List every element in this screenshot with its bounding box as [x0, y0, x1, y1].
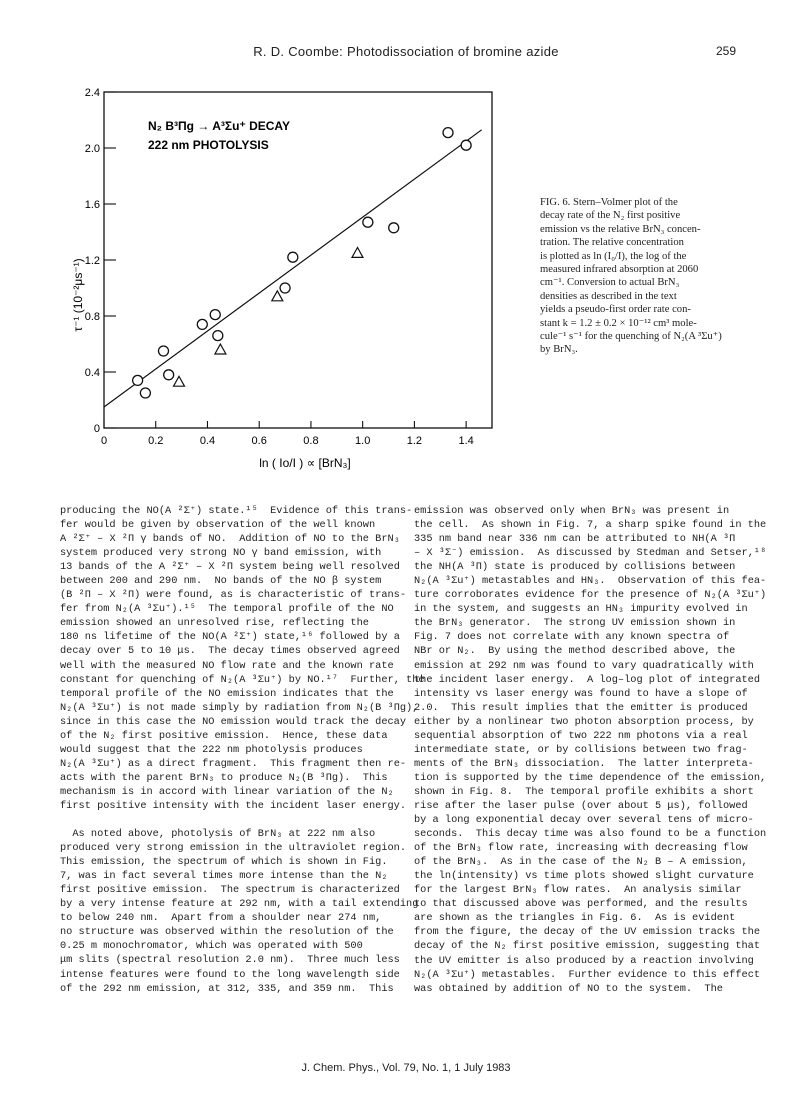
text-line: shown in Fig. 8. The temporal profile exhibits a short	[414, 785, 754, 798]
text-line: rise after the laser pulse (over about 5 μs), followed	[414, 799, 748, 812]
right-text-column	[414, 504, 767, 996]
text-line: temporal profile of the NO emission indicates that the	[60, 687, 394, 700]
y-tick-label: 1.2	[84, 255, 100, 267]
text-line: 0.25 m monochromator, which was operated with 500	[60, 940, 363, 953]
x-tick-label: 0.8	[303, 435, 319, 447]
text-line: decay of the N₂ first positive emission, suggesting that	[414, 940, 761, 953]
figure-annotation-decay: N₂ B³Πg → A³Σu⁺ DECAY	[148, 119, 290, 133]
text-line: well with the measured NO flow rate and the known rate	[60, 659, 394, 672]
text-line: the UV emitter is also produced by a reaction involving	[414, 954, 754, 967]
text-line: intense features were found to the long wavelength side	[60, 968, 400, 981]
text-line: intensity vs laser energy was found to have a slope of	[414, 687, 748, 700]
text-line: the BrN₃ generator. The strong UV emission shown in	[414, 617, 736, 630]
text-line: 13 bands of the A ²Σ⁺ – X ²Π system being well resolved	[60, 561, 400, 574]
left-text-column	[60, 504, 425, 996]
running-title: R. D. Coombe: Photodissociation of bromine azide	[253, 44, 559, 59]
circle-data-point	[164, 370, 174, 380]
y-axis-label: τ⁻¹ (10⁻²μs⁻¹)	[71, 258, 85, 332]
journal-footer: J. Chem. Phys., Vol. 79, No. 1, 1 July 1983	[301, 1062, 511, 1074]
caption-line: measured infrared absorption at 2060	[540, 264, 699, 276]
text-line: tion is supported by the time dependence of the emission,	[414, 771, 767, 784]
text-line: the ln(intensity) vs time plots showed slight curvature	[414, 870, 754, 883]
text-line: first positive emission. The spectrum is characterized	[60, 884, 400, 897]
text-line: of the 292 nm emission, at 312, 335, and 359 nm. This	[60, 982, 394, 995]
caption-line: densities as described in the text	[540, 290, 677, 302]
text-line: N₂(A ³Σu⁺) is not made simply by radiation from N₂(B ³Πg),	[60, 701, 419, 714]
text-line: μm slits (spectral resolution 2.0 nm). Three much less	[60, 954, 400, 967]
x-tick-label: 0.4	[199, 435, 216, 447]
figure-6-plot	[60, 80, 520, 475]
x-tick-label: 1.2	[406, 435, 423, 447]
circle-data-point	[197, 319, 207, 329]
fit-line	[104, 130, 482, 407]
x-axis-label: ln ( Io/I ) ∝ [BrN₃]	[259, 456, 351, 470]
x-tick-label: 1.0	[355, 435, 371, 447]
x-tick-label: 1.4	[458, 435, 474, 447]
text-line: to that discussed above was performed, and the results	[414, 898, 748, 911]
triangle-data-point	[272, 291, 283, 301]
text-line: for the largest BrN₃ flow rates. An analysis similar	[414, 884, 742, 897]
text-line: ments of the BrN₃ dissociation. The latter interpreta-	[414, 757, 754, 770]
text-line: emission showed an unresolved rise, reflecting the	[60, 617, 369, 630]
text-line: by a very intense feature at 292 nm, with a tail extending	[60, 898, 419, 911]
circle-data-point	[389, 223, 399, 233]
caption-line: cule⁻¹ s⁻¹ for the quenching of N₂(A ³Σu⁺)	[540, 331, 722, 343]
text-line: N₂(A ³Σu⁺) metastables and HN₃. Observation of this fea-	[414, 575, 767, 588]
circle-data-point	[443, 128, 453, 138]
text-line: between 200 and 290 nm. No bands of the NO β system	[60, 575, 382, 588]
circle-data-point	[288, 252, 298, 262]
triangle-data-point	[174, 376, 185, 386]
circle-data-point	[461, 140, 471, 150]
text-line: was obtained by addition of NO to the system. The	[414, 982, 723, 995]
text-line: no structure was observed within the resolution of the	[60, 926, 394, 939]
text-line: N₂(A ³Σu⁺) metastables. Further evidence to this effect	[414, 968, 761, 981]
text-line: of the BrN₃. As in the case of the N₂ B – A emission,	[414, 856, 748, 869]
text-line: A ²Σ⁺ – X ²Π γ bands of NO. Addition of NO to the BrN₃	[60, 533, 400, 546]
text-line: sequential absorption of two 222 nm photons via a real	[414, 729, 748, 742]
figure-caption	[540, 196, 750, 357]
text-line: 7, was in fact several times more intense than the N₂	[60, 870, 388, 883]
text-line: since in this case the NO emission would track the decay	[60, 715, 407, 728]
triangle-data-point	[215, 344, 226, 354]
text-line: produced very strong emission in the ultraviolet region.	[60, 842, 407, 855]
circle-data-point	[213, 331, 223, 341]
text-line: NBr or N₂. By using the method described above, the	[414, 645, 736, 658]
text-line: first positive intensity with the incident laser energy.	[60, 799, 407, 812]
text-line: fer from N₂(A ³Σu⁺).¹⁵ The temporal profile of the NO	[60, 603, 394, 616]
text-line: seconds. This decay time was also found to be a function	[414, 828, 767, 841]
text-line: mechanism is in accord with linear variation of the N₂	[60, 785, 394, 798]
caption-line: decay rate of the N₂ first positive	[540, 210, 681, 222]
text-line: ture corroborates evidence for the presence of N₂(A ³Σu⁺)	[414, 589, 767, 602]
text-line: would suggest that the 222 nm photolysis produces	[60, 743, 363, 756]
text-line: 335 nm band near 336 nm can be attributed to NH(A ³Π	[414, 533, 736, 546]
circle-data-point	[280, 283, 290, 293]
text-line: system produced very strong NO γ band emission, with	[60, 547, 382, 560]
text-line: fer would be given by observation of the well known	[60, 519, 376, 532]
y-tick-label: 2.0	[84, 143, 100, 155]
text-line: (B ²Π – X ²Π) were found, as is characteristic of trans-	[60, 589, 407, 602]
text-line: N₂(A ³Σu⁺) as a direct fragment. This fragment then re-	[60, 757, 407, 770]
x-tick-label: 0.6	[251, 435, 267, 447]
x-tick-label: 0	[100, 435, 108, 447]
text-line: acts with the parent BrN₃ to produce N₂(B ³Πg). This	[60, 771, 388, 784]
circle-data-point	[210, 310, 220, 320]
y-tick-label: 0.8	[84, 311, 100, 323]
y-tick-label: 1.6	[84, 199, 100, 211]
text-line: – X ³Σ⁻) emission. As discussed by Stedman and Setser,¹⁸	[414, 547, 767, 560]
text-line: the NH(A ³Π) state is produced by collisions between	[414, 561, 736, 574]
text-line: emission at 292 nm was found to vary quadratically with	[414, 659, 754, 672]
caption-line: cm⁻¹. Conversion to actual BrN₃	[540, 277, 680, 289]
text-line: As noted above, photolysis of BrN₃ at 222 nm also	[60, 828, 376, 841]
text-line: the cell. As shown in Fig. 7, a sharp spike found in the	[414, 519, 767, 532]
text-line: of the BrN₃ flow rate, increasing with decreasing flow	[414, 842, 748, 855]
caption-line: FIG. 6. Stern–Volmer plot of the	[540, 197, 678, 208]
triangle-data-point	[352, 248, 363, 258]
text-line: by a long exponential decay over several tens of micro-	[414, 814, 754, 827]
text-line: producing the NO(A ²Σ⁺) state.¹⁵ Evidence of this trans-	[60, 505, 413, 517]
y-tick-label: 2.4	[84, 87, 100, 99]
text-line: either by a nonlinear two photon absorption process, by	[414, 715, 754, 728]
text-line: 180 ns lifetime of the NO(A ²Σ⁺) state,¹⁶ followed by a	[60, 631, 400, 644]
text-line: in the system, and suggests an HN₃ impurity evolved in	[414, 603, 748, 616]
plot-marks	[104, 128, 482, 407]
circle-data-point	[363, 217, 373, 227]
caption-line: yields a pseudo-first order rate con-	[540, 304, 691, 316]
circle-data-point	[158, 346, 168, 356]
text-line: This emission, the spectrum of which is shown in Fig.	[60, 856, 388, 869]
text-line: intermediate state, or by collisions between two frag-	[414, 743, 748, 756]
y-tick-label: 0	[93, 423, 100, 435]
text-line: emission was observed only when BrN₃ was present in	[414, 505, 730, 517]
text-line: constant for quenching of N₂(A ³Σu⁺) by NO.¹⁷ Further, the	[60, 673, 425, 686]
caption-line: tration. The relative concentration	[540, 237, 684, 249]
text-line: Fig. 7 does not correlate with any known spectra of	[414, 631, 730, 644]
text-line: are shown as the triangles in Fig. 6. As is evident	[414, 912, 736, 925]
text-line: decay over 5 to 10 μs. The decay times observed agreed	[60, 645, 400, 658]
text-line: the incident laser energy. A log–log plot of integrated	[414, 673, 761, 686]
circle-data-point	[140, 388, 150, 398]
page-number: 259	[716, 44, 737, 58]
y-tick-label: 0.4	[84, 367, 100, 379]
caption-line: stant k = 1.2 ± 0.2 × 10⁻¹² cm³ mole-	[540, 317, 697, 329]
circle-data-point	[133, 375, 143, 385]
caption-line: is plotted as ln (I₀/I), the log of the	[540, 250, 687, 262]
text-line: of the N₂ first positive emission. Hence, these data	[60, 729, 388, 742]
text-line: to below 240 nm. Apart from a shoulder near 274 nm,	[60, 912, 382, 925]
caption-line: emission vs the relative BrN₃ concen-	[540, 223, 701, 235]
text-line: from the figure, the decay of the UV emission tracks the	[414, 926, 761, 939]
x-tick-label: 0.2	[148, 435, 164, 447]
caption-line: by BrN₃.	[540, 344, 578, 356]
figure-annotation-photolysis: 222 nm PHOTOLYSIS	[148, 138, 269, 152]
text-line: 2.0. This result implies that the emitter is produced	[414, 701, 748, 714]
